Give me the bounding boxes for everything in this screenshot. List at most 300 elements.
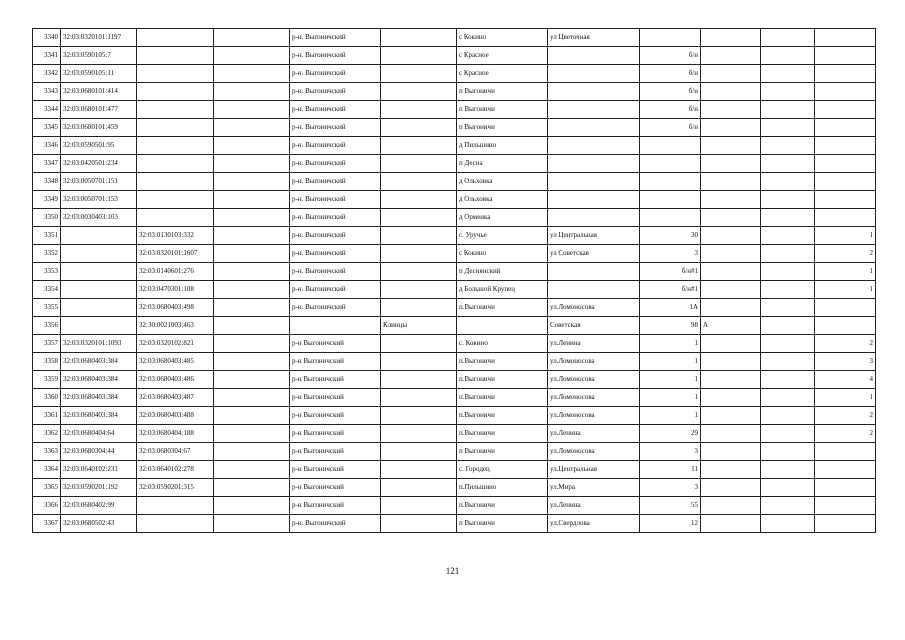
cell-record-number: 3347 <box>33 155 61 173</box>
cell-cadastral-number: 32:03:0320101:1197 <box>61 29 137 47</box>
cell-cadastral-number-2 <box>137 47 214 65</box>
cell-empty <box>214 101 290 119</box>
cell-settlement: п Выгоничи <box>457 443 548 461</box>
cell-cadastral-number: 32:03:0640102:231 <box>61 461 137 479</box>
table-row <box>33 281 876 299</box>
cell-district: р-н Выгоничский <box>290 443 381 461</box>
cell-unit: 2 <box>815 425 876 443</box>
cell-flat <box>761 281 815 299</box>
cell-flat <box>761 479 815 497</box>
cell-flat <box>761 101 815 119</box>
table-row <box>33 497 876 515</box>
cell-street: ул.Ломоносова <box>548 371 640 389</box>
table-row <box>33 443 876 461</box>
table-row <box>33 371 876 389</box>
cell-record-number: 3357 <box>33 335 61 353</box>
cell-street <box>548 155 640 173</box>
cell-flat <box>761 317 815 335</box>
cell-cadastral-number: 32:03:0680403:384 <box>61 407 137 425</box>
cell-settlement: п Выгоничи <box>457 83 548 101</box>
table-row <box>33 83 876 101</box>
table-row <box>33 479 876 497</box>
cell-unit <box>815 137 876 155</box>
cell-house: 29 <box>640 425 701 443</box>
cell-cadastral-number-2 <box>137 191 214 209</box>
cell-cadastral-number: 32:03:0420501:234 <box>61 155 137 173</box>
cell-letter <box>701 209 761 227</box>
cell-district: р-н Выгоничский <box>290 407 381 425</box>
cell-settlement: д Пильшино <box>457 137 548 155</box>
table-row <box>33 227 876 245</box>
cell-flat <box>761 515 815 533</box>
cell-empty <box>214 407 290 425</box>
cell-empty <box>214 299 290 317</box>
cell-cadastral-number-2: 32:03:0680404:188 <box>137 425 214 443</box>
cell-unit <box>815 461 876 479</box>
cell-district: р-н. Выгоничский <box>290 155 381 173</box>
cell-house: 98 <box>640 317 701 335</box>
cell-district <box>290 317 381 335</box>
cell-record-number: 3348 <box>33 173 61 191</box>
cell-unit <box>815 155 876 173</box>
cell-settlement: п.Выгоничи <box>457 389 548 407</box>
cell-cadastral-number: 32:03:0680403:384 <box>61 389 137 407</box>
cell-unit <box>815 83 876 101</box>
cell-letter <box>701 425 761 443</box>
cell-street <box>548 191 640 209</box>
cell-letter <box>701 443 761 461</box>
cell-flat <box>761 83 815 101</box>
cell-house: 3 <box>640 479 701 497</box>
cell-district: р-н. Выгоничский <box>290 83 381 101</box>
cell-house <box>640 209 701 227</box>
cell-unit <box>815 65 876 83</box>
cell-record-number: 3363 <box>33 443 61 461</box>
cell-letter <box>701 407 761 425</box>
cell-letter <box>701 137 761 155</box>
cell-street <box>548 101 640 119</box>
cell-street <box>548 137 640 155</box>
cell-empty <box>214 137 290 155</box>
cell-record-number: 3352 <box>33 245 61 263</box>
cell-district: р-н. Выгоничский <box>290 29 381 47</box>
cell-empty <box>214 155 290 173</box>
cell-settlement: п.Выгоничи <box>457 497 548 515</box>
cell-cadastral-number: 32:03:0680304:44 <box>61 443 137 461</box>
cell-house <box>640 137 701 155</box>
cell-settlement: п Выгоничи <box>457 515 548 533</box>
cell-letter <box>701 479 761 497</box>
cell-flat <box>761 389 815 407</box>
cell-letter <box>701 101 761 119</box>
registry-table <box>32 28 876 533</box>
cell-street <box>548 119 640 137</box>
cell-settlement: с. Городец <box>457 461 548 479</box>
table-row <box>33 29 876 47</box>
cell-cadastral-number <box>61 263 137 281</box>
cell-district: р-н Выгоничский <box>290 335 381 353</box>
cell-settlement: п Десна <box>457 155 548 173</box>
cell-cadastral-number-2: 32:03:0680403:486 <box>137 371 214 389</box>
cell-letter <box>701 47 761 65</box>
cell-record-number: 3340 <box>33 29 61 47</box>
cell-cadastral-number: 32:03:0680402:99 <box>61 497 137 515</box>
cell-city <box>381 155 457 173</box>
cell-street: Советская <box>548 317 640 335</box>
cell-settlement: п.Выгоничи <box>457 353 548 371</box>
cell-street <box>548 209 640 227</box>
cell-settlement: п.Выгоничи <box>457 407 548 425</box>
cell-city <box>381 479 457 497</box>
cell-flat <box>761 443 815 461</box>
cell-street: ул.Ленина <box>548 335 640 353</box>
cell-street: ул.Центральная <box>548 461 640 479</box>
cell-cadastral-number-2 <box>137 83 214 101</box>
cell-street: ул.Ломоносова <box>548 443 640 461</box>
cell-cadastral-number <box>61 299 137 317</box>
cell-cadastral-number <box>61 245 137 263</box>
cell-cadastral-number-2: 32:03:0130103:332 <box>137 227 214 245</box>
cell-house: 1 <box>640 407 701 425</box>
table-row <box>33 209 876 227</box>
cell-street: ул.Ломоносова <box>548 407 640 425</box>
cell-letter <box>701 389 761 407</box>
cell-city <box>381 83 457 101</box>
cell-record-number: 3360 <box>33 389 61 407</box>
cell-flat <box>761 173 815 191</box>
cell-empty <box>214 515 290 533</box>
cell-record-number: 3361 <box>33 407 61 425</box>
table-row <box>33 173 876 191</box>
cell-city <box>381 263 457 281</box>
cell-district: р-н. Выгоничский <box>290 227 381 245</box>
cell-flat <box>761 47 815 65</box>
cell-district: р-н Выгоничский <box>290 461 381 479</box>
cell-cadastral-number-2 <box>137 173 214 191</box>
cell-cadastral-number-2: 32:03:0640102:278 <box>137 461 214 479</box>
table-row <box>33 353 876 371</box>
cell-empty <box>214 389 290 407</box>
cell-cadastral-number: 32:03:0590501:95 <box>61 137 137 155</box>
cell-city <box>381 371 457 389</box>
cell-empty <box>214 317 290 335</box>
cell-record-number: 3343 <box>33 83 61 101</box>
cell-cadastral-number-2: 32:30:0021003:463 <box>137 317 214 335</box>
cell-empty <box>214 371 290 389</box>
cell-letter: А <box>701 317 761 335</box>
cell-letter <box>701 191 761 209</box>
cell-letter <box>701 155 761 173</box>
cell-unit <box>815 191 876 209</box>
cell-unit: 1 <box>815 281 876 299</box>
registry-rows <box>33 29 876 533</box>
cell-cadastral-number-2 <box>137 515 214 533</box>
cell-city <box>381 137 457 155</box>
cell-record-number: 3346 <box>33 137 61 155</box>
cell-cadastral-number <box>61 227 137 245</box>
cell-cadastral-number: 32:03:0680403:384 <box>61 371 137 389</box>
table-row <box>33 461 876 479</box>
cell-house <box>640 173 701 191</box>
cell-city <box>381 407 457 425</box>
cell-house: 1 <box>640 371 701 389</box>
cell-cadastral-number: 32:03:0590105:11 <box>61 65 137 83</box>
cell-district: р-н. Выгоничский <box>290 281 381 299</box>
cell-cadastral-number: 32:03:0590201:192 <box>61 479 137 497</box>
cell-letter <box>701 263 761 281</box>
cell-cadastral-number: 32:03:0680404:64 <box>61 425 137 443</box>
cell-settlement: с Красное <box>457 65 548 83</box>
cell-city <box>381 353 457 371</box>
cell-street <box>548 65 640 83</box>
cell-letter <box>701 299 761 317</box>
cell-empty <box>214 353 290 371</box>
cell-unit: 4 <box>815 371 876 389</box>
cell-letter <box>701 353 761 371</box>
cell-district: р-н. Выгоничский <box>290 119 381 137</box>
cell-house: 3 <box>640 443 701 461</box>
cell-settlement: д Ольховка <box>457 191 548 209</box>
cell-city <box>381 299 457 317</box>
table-row <box>33 263 876 281</box>
table-row <box>33 335 876 353</box>
cell-empty <box>214 119 290 137</box>
cell-city <box>381 47 457 65</box>
cell-settlement: с Кокино <box>457 29 548 47</box>
cell-cadastral-number-2: 32:03:0680403:485 <box>137 353 214 371</box>
cell-letter <box>701 173 761 191</box>
cell-cadastral-number-2: 32:03:0470301:108 <box>137 281 214 299</box>
cell-flat <box>761 407 815 425</box>
cell-unit <box>815 209 876 227</box>
cell-letter <box>701 245 761 263</box>
cell-cadastral-number <box>61 281 137 299</box>
cell-unit <box>815 173 876 191</box>
cell-record-number: 3344 <box>33 101 61 119</box>
cell-street: ул.Ломоносова <box>548 353 640 371</box>
cell-city <box>381 461 457 479</box>
cell-letter <box>701 281 761 299</box>
cell-unit: 2 <box>815 245 876 263</box>
cell-cadastral-number-2: 32:03:0680304:67 <box>137 443 214 461</box>
cell-district: р-н. Выгоничский <box>290 101 381 119</box>
cell-house <box>640 191 701 209</box>
cell-house: 11 <box>640 461 701 479</box>
cell-house: б/н#1 <box>640 263 701 281</box>
cell-settlement: с Красное <box>457 47 548 65</box>
cell-letter <box>701 119 761 137</box>
cell-cadastral-number <box>61 317 137 335</box>
cell-cadastral-number: 32:03:0680101:477 <box>61 101 137 119</box>
cell-flat <box>761 425 815 443</box>
cell-cadastral-number: 32:03:0050701:151 <box>61 173 137 191</box>
cell-flat <box>761 461 815 479</box>
cell-record-number: 3358 <box>33 353 61 371</box>
cell-cadastral-number-2: 32:03:0590201:315 <box>137 479 214 497</box>
cell-unit: 1 <box>815 389 876 407</box>
cell-unit <box>815 443 876 461</box>
cell-cadastral-number: 32:03:0590105:7 <box>61 47 137 65</box>
cell-flat <box>761 335 815 353</box>
cell-street <box>548 173 640 191</box>
cell-empty <box>214 497 290 515</box>
cell-cadastral-number-2 <box>137 137 214 155</box>
cell-district: р-н Выгоничский <box>290 479 381 497</box>
cell-empty <box>214 47 290 65</box>
cell-flat <box>761 119 815 137</box>
cell-street: ул.Мира <box>548 479 640 497</box>
cell-letter <box>701 497 761 515</box>
cell-unit <box>815 29 876 47</box>
cell-letter <box>701 371 761 389</box>
cell-city <box>381 497 457 515</box>
table-row <box>33 317 876 335</box>
cell-empty <box>214 335 290 353</box>
table-row <box>33 47 876 65</box>
cell-record-number: 3362 <box>33 425 61 443</box>
cell-unit: 1 <box>815 227 876 245</box>
cell-city <box>381 515 457 533</box>
table-row <box>33 65 876 83</box>
cell-house: б/н <box>640 65 701 83</box>
cell-house <box>640 155 701 173</box>
cell-empty <box>214 29 290 47</box>
cell-flat <box>761 209 815 227</box>
cell-district: р-н. Выгоничский <box>290 263 381 281</box>
table-row <box>33 119 876 137</box>
cell-record-number: 3355 <box>33 299 61 317</box>
page-number: 121 <box>445 566 460 576</box>
cell-record-number: 3356 <box>33 317 61 335</box>
table-row <box>33 191 876 209</box>
cell-city <box>381 191 457 209</box>
cell-street: ул Советская <box>548 245 640 263</box>
cell-district: р-н. Выгоничский <box>290 209 381 227</box>
cell-house: 1А <box>640 299 701 317</box>
cell-empty <box>214 461 290 479</box>
cell-street <box>548 263 640 281</box>
cell-district: р-н Выгоничский <box>290 497 381 515</box>
cell-cadastral-number-2 <box>137 65 214 83</box>
cell-cadastral-number-2 <box>137 155 214 173</box>
cell-record-number: 3354 <box>33 281 61 299</box>
cell-street <box>548 83 640 101</box>
cell-unit: 2 <box>815 407 876 425</box>
cell-flat <box>761 299 815 317</box>
cell-cadastral-number-2 <box>137 101 214 119</box>
cell-street <box>548 281 640 299</box>
cell-letter <box>701 83 761 101</box>
cell-house: 12 <box>640 515 701 533</box>
cell-unit: 3 <box>815 353 876 371</box>
cell-record-number: 3364 <box>33 461 61 479</box>
cell-house: 1 <box>640 353 701 371</box>
cell-district: р-н Выгоничский <box>290 389 381 407</box>
cell-settlement: с. Уручье <box>457 227 548 245</box>
cell-empty <box>214 479 290 497</box>
cell-district: р-н. Выгоничский <box>290 191 381 209</box>
cell-street: ул.Ленина <box>548 497 640 515</box>
cell-district: р-н. Выгоничский <box>290 245 381 263</box>
cell-cadastral-number-2 <box>137 119 214 137</box>
cell-city <box>381 425 457 443</box>
cell-settlement: п Выгоничи <box>457 101 548 119</box>
cell-settlement: п Деснянский <box>457 263 548 281</box>
cell-letter <box>701 227 761 245</box>
cell-settlement: п.Выгоничи <box>457 425 548 443</box>
table-row <box>33 137 876 155</box>
cell-cadastral-number: 32:03:0680502:43 <box>61 515 137 533</box>
cell-cadastral-number-2: 32:03:0680403:498 <box>137 299 214 317</box>
cell-house: 1 <box>640 389 701 407</box>
table-row <box>33 407 876 425</box>
cell-district: р-н. Выгоничский <box>290 515 381 533</box>
cell-flat <box>761 371 815 389</box>
cell-letter <box>701 515 761 533</box>
cell-city <box>381 29 457 47</box>
cell-cadastral-number-2: 32:03:0320101:1607 <box>137 245 214 263</box>
cell-unit: 1 <box>815 263 876 281</box>
cell-empty <box>214 263 290 281</box>
cell-letter <box>701 29 761 47</box>
cell-house: 55 <box>640 497 701 515</box>
cell-flat <box>761 497 815 515</box>
cell-street: ул Цветочная <box>548 29 640 47</box>
cell-cadastral-number-2 <box>137 497 214 515</box>
cell-unit <box>815 119 876 137</box>
cell-district: р-н. Выгоничский <box>290 137 381 155</box>
cell-city <box>381 209 457 227</box>
table-row <box>33 245 876 263</box>
cell-settlement: п.Выгоничи <box>457 371 548 389</box>
cell-flat <box>761 191 815 209</box>
cell-flat <box>761 263 815 281</box>
cell-settlement: с Кокино <box>457 245 548 263</box>
cell-empty <box>214 65 290 83</box>
cell-unit <box>815 317 876 335</box>
cell-city: Клинцы <box>381 317 457 335</box>
cell-street: ул Центральная <box>548 227 640 245</box>
cell-city <box>381 119 457 137</box>
cell-house: б/н <box>640 101 701 119</box>
cell-house: 30 <box>640 227 701 245</box>
cell-record-number: 3353 <box>33 263 61 281</box>
cell-street <box>548 47 640 65</box>
cell-record-number: 3366 <box>33 497 61 515</box>
cell-empty <box>214 425 290 443</box>
cell-cadastral-number: 32:03:0050701:153 <box>61 191 137 209</box>
cell-city <box>381 65 457 83</box>
cell-settlement: д Ольховка <box>457 173 548 191</box>
cell-house: б/н <box>640 47 701 65</box>
cell-record-number: 3345 <box>33 119 61 137</box>
cell-settlement: п Выгоничи <box>457 119 548 137</box>
cell-record-number: 3367 <box>33 515 61 533</box>
cell-unit <box>815 497 876 515</box>
cell-cadastral-number: 32:03:0680101:414 <box>61 83 137 101</box>
cell-settlement <box>457 317 548 335</box>
cell-unit <box>815 515 876 533</box>
cell-flat <box>761 137 815 155</box>
cell-empty <box>214 173 290 191</box>
table-row <box>33 389 876 407</box>
cell-unit <box>815 479 876 497</box>
cell-street: ул.Ломоносова <box>548 299 640 317</box>
cell-empty <box>214 245 290 263</box>
table-row <box>33 515 876 533</box>
cell-unit <box>815 101 876 119</box>
cell-city <box>381 245 457 263</box>
